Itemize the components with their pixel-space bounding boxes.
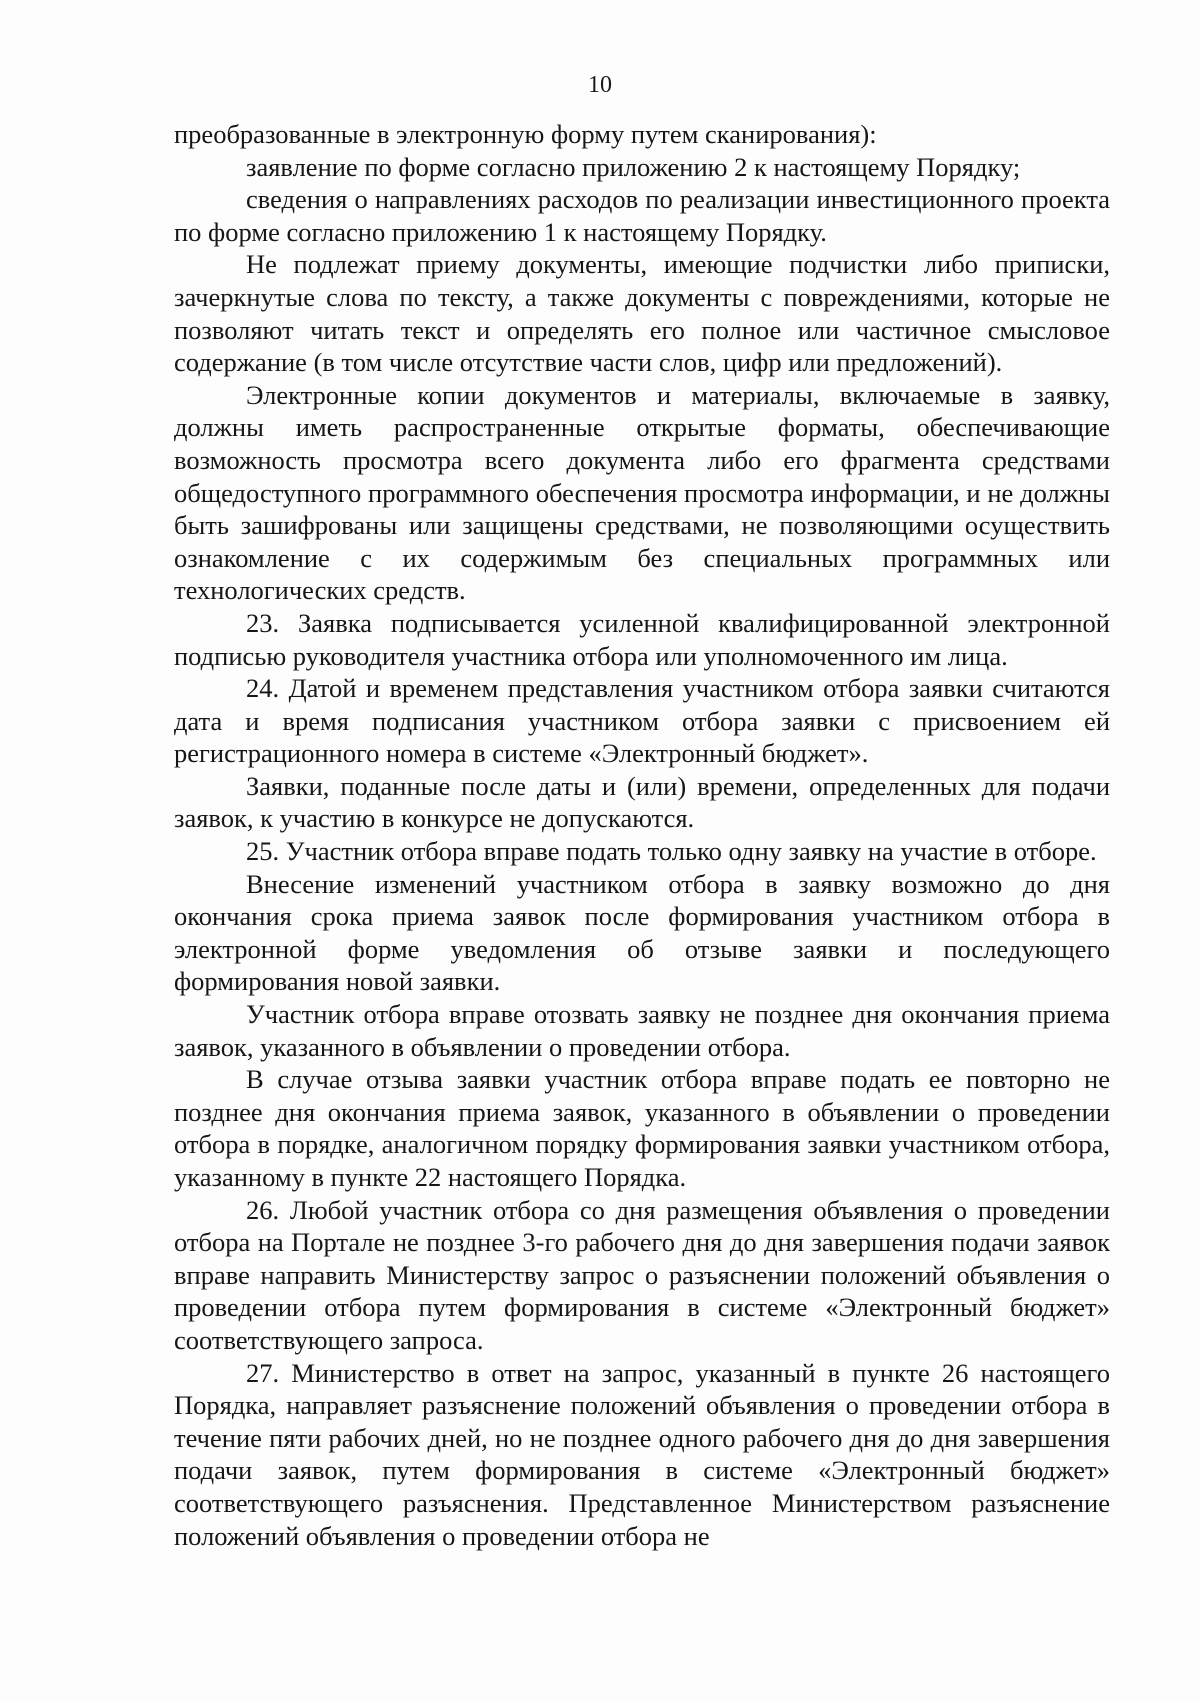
page-number: 10	[588, 72, 612, 98]
paragraph: заявление по форме согласно приложению 2 к настоящему Порядку;	[246, 151, 1021, 182]
body-text	[174, 118, 1110, 1552]
paragraph: 24. Датой и временем представления участником отбора заявки считаются дата и время подписания участником отбора заявки с присвоением ей регистрационного номера в системе «Электронный бюджет».	[174, 673, 1110, 769]
paragraph: 27. Министерство в ответ на запрос, указанный в пункте 26 настоящего Порядка, направляет разъяснение положений объявления о проведении отбора в течение пяти рабочих дней, но не позднее одного рабочего дня до дня завершения подачи заявок, путем формирования в системе «Электронный бюджет» соответствующего разъяснения. Представленное Министерством разъяснение положений объявления о проведении отбора не	[174, 1357, 1110, 1551]
paragraph: 26. Любой участник отбора со дня размещения объявления о проведении отбора на Портале не позднее 3-го рабочего дня до дня завершения подачи заявок вправе направить Министерству запрос о разъяснении положений объявления о проведении отбора путем формирования в системе «Электронный бюджет» соответствующего запроса.	[174, 1194, 1110, 1355]
paragraph: Электронные копии документов и материалы, включаемые в заявку, должны иметь распространенные открытые форматы, обеспечивающие возможность просмотра всего документа либо его фрагмента средствами общедоступного программного обеспечения просмотра информации, и не должны быть зашифрованы или защищены средствами, не позволяющими осуществить ознакомление с их содержимым без специальных программных или технологических средств.	[174, 379, 1110, 606]
paragraph: Внесение изменений участником отбора в заявку возможно до дня окончания срока приема заявок после формирования участником отбора в электронной форме уведомления об отзыве заявки и последующего формирования новой заявки.	[174, 868, 1110, 997]
paragraph: сведения о направлениях расходов по реализации инвестиционного проекта по форме согласно приложению 1 к настоящему Порядку.	[174, 184, 1110, 247]
paragraph: Участник отбора вправе отозвать заявку не позднее дня окончания приема заявок, указанного в объявлении о проведении отбора.	[174, 999, 1110, 1062]
paragraph: 23. Заявка подписывается усиленной квалифицированной электронной подписью руководителя участника отбора или уполномоченного им лица.	[174, 607, 1110, 671]
paragraph: Не подлежат приему документы, имеющие подчистки либо приписки, зачеркнутые слова по тексту, а также документы с повреждениями, которые не позволяют читать текст и определять его полное или частичное смысловое содержание (в том числе отсутствие части слов, цифр или предложений).	[174, 249, 1110, 378]
paragraph: Заявки, поданные после даты и (или) времени, определенных для подачи заявок, к участию в конкурсе не допускаются.	[174, 770, 1110, 834]
paragraph: 25. Участник отбора вправе подать только одну заявку на участие в отборе.	[246, 836, 1097, 867]
paragraph: преобразованные в электронную форму путем сканирования):	[174, 119, 877, 149]
paragraph: В случае отзыва заявки участник отбора вправе подать ее повторно не позднее дня окончания приема заявок, указанного в объявлении о проведении отбора в порядке, аналогичном порядку формирования заявки участником отбора, указанному в пункте 22 настоящего Порядка.	[174, 1064, 1110, 1192]
